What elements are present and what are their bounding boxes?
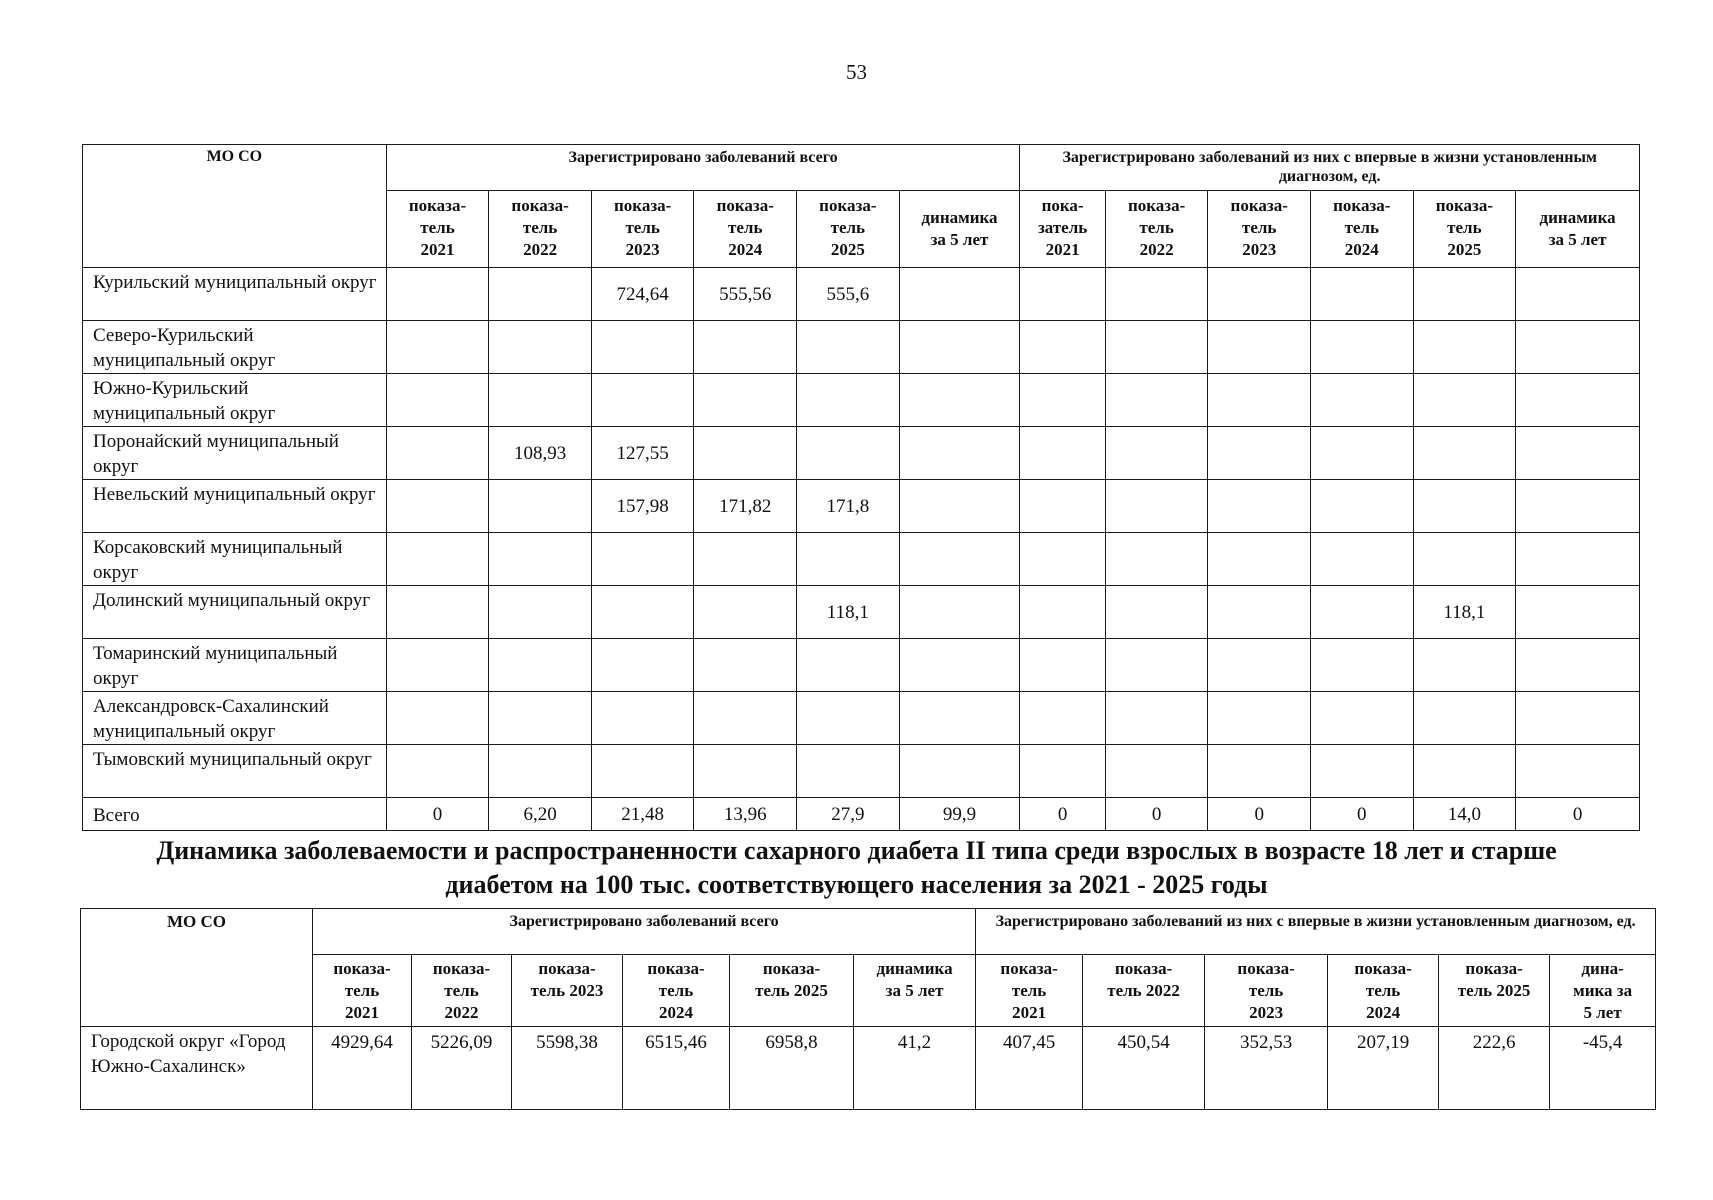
table-row [81,1027,1656,1110]
column-header-first-2: показа- тель 2022 [1083,955,1205,1027]
value-cell [1311,268,1414,321]
value-cell [1020,480,1105,533]
value-cell [489,639,592,692]
column-header-first-4: показа- тель 2024 [1311,191,1414,268]
column-header-total-4: показа- тель 2024 [623,955,730,1027]
value-cell [1516,427,1640,480]
value-cell: 171,82 [694,480,797,533]
table-row [83,533,1640,586]
column-header-mo: МО СО [81,909,313,1027]
value-cell [1413,533,1516,586]
district-name: Александровск-Сахалинский муниципальный округ [83,692,387,745]
total-value-cell: 0 [1208,798,1311,831]
group-header-registered-first-time: Зарегистрировано заболеваний из них с впервые в жизни установленным диагнозом, ед. [1020,145,1640,191]
total-row [83,798,1640,831]
value-cell [1516,268,1640,321]
table-row [83,480,1640,533]
value-cell [386,692,489,745]
value-cell [899,586,1020,639]
table-row [83,374,1640,427]
value-cell [1020,533,1105,586]
value-cell [797,692,900,745]
value-cell [1516,533,1640,586]
value-cell [1208,692,1311,745]
district-name: Городской округ «Город Южно-Сахалинск» [81,1027,313,1110]
value-cell: 222,6 [1439,1027,1550,1110]
district-name: Южно-Курильский муниципальный округ [83,374,387,427]
district-name: Корсаковский муниципальный округ [83,533,387,586]
value-cell [1105,533,1208,586]
value-cell [1208,374,1311,427]
value-cell [694,639,797,692]
value-cell: -45,4 [1550,1027,1656,1110]
value-cell: 6515,46 [623,1027,730,1110]
column-header-first-6: динамика за 5 лет [1516,191,1640,268]
value-cell [591,692,694,745]
value-cell [489,533,592,586]
column-header-total-2: показа- тель 2022 [489,191,592,268]
value-cell [797,374,900,427]
table-row [83,586,1640,639]
value-cell [694,586,797,639]
value-cell [1413,374,1516,427]
value-cell: 157,98 [591,480,694,533]
value-cell [1311,586,1414,639]
value-cell [1516,586,1640,639]
value-cell [489,692,592,745]
value-cell [591,533,694,586]
value-cell [899,480,1020,533]
value-cell: 407,45 [976,1027,1083,1110]
value-cell [1413,427,1516,480]
value-cell [1208,586,1311,639]
value-cell [899,268,1020,321]
value-cell [591,639,694,692]
value-cell [1311,374,1414,427]
diabetes-table-city [80,908,1656,1110]
value-cell [797,533,900,586]
district-name: Томаринский муниципальный округ [83,639,387,692]
group-header-registered-total: Зарегистрировано заболеваний всего [386,145,1020,191]
value-cell: 5598,38 [512,1027,623,1110]
value-cell [386,745,489,798]
group-header-registered-total: Зарегистрировано заболеваний всего [313,909,976,955]
value-cell: 41,2 [854,1027,976,1110]
value-cell [1413,692,1516,745]
value-cell [386,374,489,427]
value-cell: 118,1 [1413,586,1516,639]
value-cell [591,374,694,427]
value-cell [1413,321,1516,374]
column-header-first-5: показа- тель 2025 [1413,191,1516,268]
value-cell [1020,586,1105,639]
column-header-mo: МО СО [83,145,387,268]
value-cell [1311,533,1414,586]
value-cell: 724,64 [591,268,694,321]
value-cell: 171,8 [797,480,900,533]
column-header-total-5: показа- тель 2025 [730,955,854,1027]
value-cell: 555,56 [694,268,797,321]
value-cell [1311,427,1414,480]
value-cell [1413,480,1516,533]
value-cell [694,745,797,798]
total-label: Всего [83,798,387,831]
district-name: Невельский муниципальный округ [83,480,387,533]
district-name: Курильский муниципальный округ [83,268,387,321]
total-value-cell: 13,96 [694,798,797,831]
value-cell [489,480,592,533]
total-value-cell: 0 [1311,798,1414,831]
value-cell [591,586,694,639]
column-header-total-2: показа- тель 2022 [412,955,512,1027]
value-cell [1208,427,1311,480]
value-cell [489,321,592,374]
value-cell [1020,692,1105,745]
value-cell [1413,745,1516,798]
value-cell [1516,692,1640,745]
value-cell: 118,1 [797,586,900,639]
total-value-cell: 14,0 [1413,798,1516,831]
value-cell [1516,321,1640,374]
value-cell: 555,6 [797,268,900,321]
value-cell [1020,321,1105,374]
value-cell [386,533,489,586]
value-cell: 450,54 [1083,1027,1205,1110]
column-header-first-6: дина- мика за 5 лет [1550,955,1656,1027]
value-cell [694,427,797,480]
table-row [83,321,1640,374]
value-cell [1105,268,1208,321]
value-cell: 352,53 [1205,1027,1328,1110]
value-cell [1105,321,1208,374]
total-value-cell: 27,9 [797,798,900,831]
value-cell [489,745,592,798]
value-cell [899,427,1020,480]
value-cell [1516,639,1640,692]
value-cell [1311,745,1414,798]
column-header-total-1: показа- тель 2021 [386,191,489,268]
district-name: Тымовский муниципальный округ [83,745,387,798]
value-cell [1311,639,1414,692]
value-cell [489,586,592,639]
group-header-registered-first-time: Зарегистрировано заболеваний из них с впервые в жизни установленным диагнозом, ед. [976,909,1656,955]
column-header-total-6: динамика за 5 лет [899,191,1020,268]
page-number: 53 [846,60,867,84]
table-row [83,639,1640,692]
total-value-cell: 99,9 [899,798,1020,831]
value-cell [1208,480,1311,533]
value-cell: 6958,8 [730,1027,854,1110]
header-row-indicators [81,955,1656,1027]
value-cell [1311,321,1414,374]
district-name: Долинский муниципальный округ [83,586,387,639]
value-cell [1020,745,1105,798]
value-cell [1105,745,1208,798]
column-header-total-4: показа- тель 2024 [694,191,797,268]
table-row [83,692,1640,745]
value-cell [899,692,1020,745]
value-cell [1516,480,1640,533]
value-cell [1311,692,1414,745]
value-cell [1516,374,1640,427]
value-cell [694,692,797,745]
value-cell [591,745,694,798]
value-cell [386,427,489,480]
section-heading: Динамика заболеваемости и распространенности сахарного диабета II типа среди взрослых в возрасте 18 лет и старше диабетом на 100 тыс. соответствующего населения за 2021 - 2025 годы [156,836,1557,899]
value-cell [797,639,900,692]
header-row-groups [81,909,1656,955]
value-cell [591,321,694,374]
value-cell [797,321,900,374]
total-value-cell: 0 [386,798,489,831]
value-cell [694,374,797,427]
total-value-cell: 0 [1105,798,1208,831]
value-cell [1208,268,1311,321]
value-cell [899,745,1020,798]
value-cell [1105,374,1208,427]
district-name: Поронайский муниципальный округ [83,427,387,480]
diabetes-table-districts [82,144,1640,831]
value-cell [694,321,797,374]
column-header-first-4: показа- тель 2024 [1328,955,1439,1027]
value-cell: 127,55 [591,427,694,480]
value-cell [1208,639,1311,692]
value-cell [1413,268,1516,321]
value-cell [386,586,489,639]
value-cell [899,533,1020,586]
column-header-total-6: динамика за 5 лет [854,955,976,1027]
value-cell [1020,427,1105,480]
value-cell [1208,321,1311,374]
district-name: Северо-Курильский муниципальный округ [83,321,387,374]
total-value-cell: 6,20 [489,798,592,831]
value-cell [489,374,592,427]
total-value-cell: 21,48 [591,798,694,831]
value-cell [1105,427,1208,480]
value-cell [899,321,1020,374]
value-cell [1208,745,1311,798]
column-header-first-1: пока- затель 2021 [1020,191,1105,268]
table-row [83,427,1640,480]
column-header-first-2: показа- тель 2022 [1105,191,1208,268]
table-row [83,745,1640,798]
value-cell [1105,692,1208,745]
value-cell [386,268,489,321]
total-value-cell: 0 [1020,798,1105,831]
value-cell [694,533,797,586]
column-header-total-1: показа- тель 2021 [313,955,412,1027]
column-header-first-3: показа- тель 2023 [1205,955,1328,1027]
value-cell: 4929,64 [313,1027,412,1110]
value-cell [1516,745,1640,798]
value-cell [386,639,489,692]
value-cell [899,374,1020,427]
value-cell [1105,586,1208,639]
table-row [83,268,1640,321]
total-value-cell: 0 [1516,798,1640,831]
value-cell [1020,374,1105,427]
value-cell: 207,19 [1328,1027,1439,1110]
column-header-total-5: показа- тель 2025 [797,191,900,268]
column-header-total-3: показа- тель 2023 [591,191,694,268]
column-header-first-1: показа- тель 2021 [976,955,1083,1027]
value-cell [489,268,592,321]
column-header-total-3: показа- тель 2023 [512,955,623,1027]
value-cell [1105,639,1208,692]
value-cell [797,427,900,480]
column-header-first-5: показа- тель 2025 [1439,955,1550,1027]
value-cell [797,745,900,798]
value-cell [386,321,489,374]
value-cell [1105,480,1208,533]
value-cell [1020,639,1105,692]
value-cell [1020,268,1105,321]
value-cell: 5226,09 [412,1027,512,1110]
value-cell [386,480,489,533]
header-row-groups [83,145,1640,191]
value-cell [1208,533,1311,586]
value-cell [1413,639,1516,692]
value-cell [899,639,1020,692]
column-header-first-3: показа- тель 2023 [1208,191,1311,268]
value-cell [1311,480,1414,533]
value-cell: 108,93 [489,427,592,480]
